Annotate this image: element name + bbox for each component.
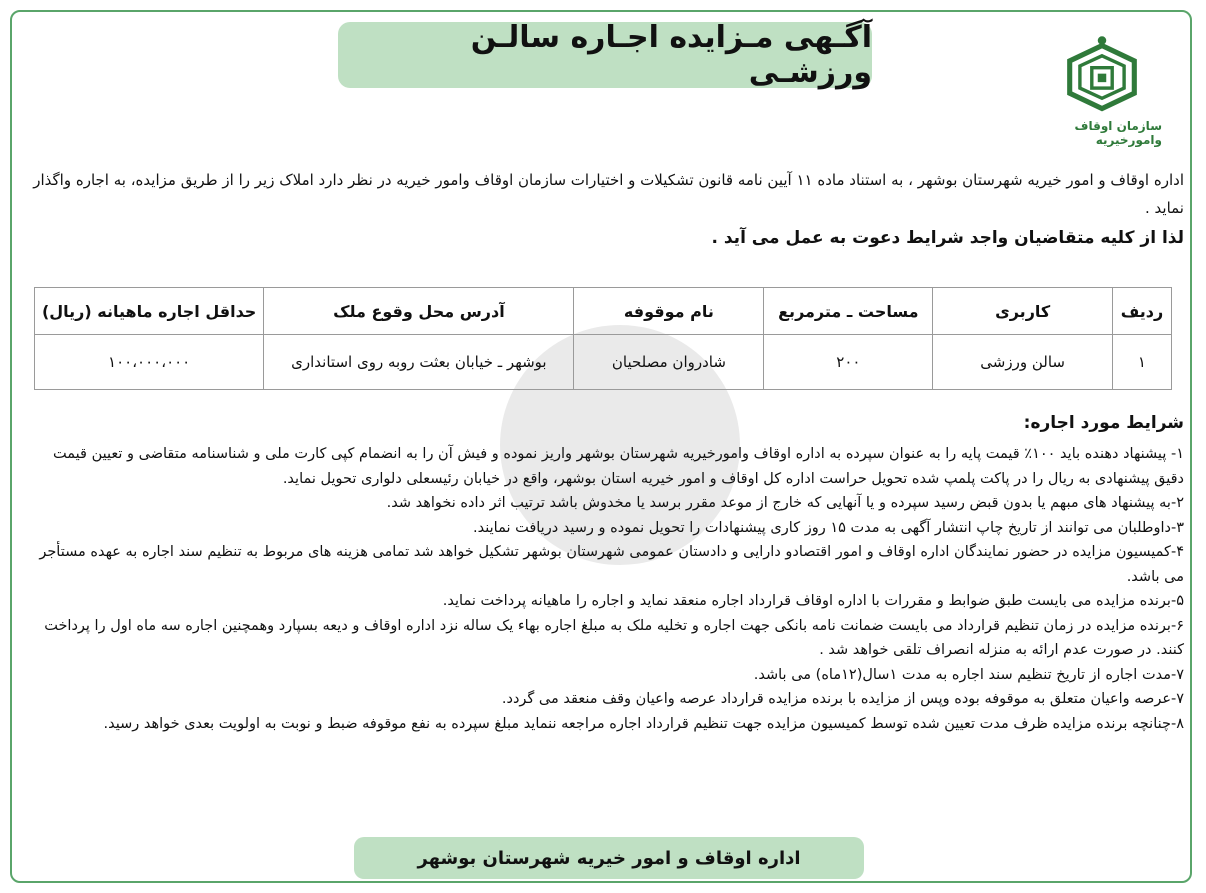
condition-item: ۵-برنده مزایده می بایست طبق ضوابط و مقررات با اداره اوقاف قرارداد اجاره منعقد نماید و اجاره را ماهیانه پرداخت نماید.: [442, 593, 1184, 609]
header-row-number: ردیف: [1112, 288, 1171, 335]
logo: [1042, 32, 1162, 147]
condition-item: ۱- پیشنهاد دهنده باید ۱۰۰٪ قیمت پایه را به عنوان سپرده به اداره اوقاف وامورخیریه شهرستان بوشهر واریز نموده و فیش آن را به انضمام کپی کارت ملی و شناسنامه متقاضی و تعیین قیمت دقیق پیشنهادی به ریال را در پاکت پلمپ شده تحویل حراست اداره کل اوقاف و امور خیریه استان بوشهر، واقع در خیابان رئیسعلی دلواری تحویل نماید.: [53, 446, 1184, 487]
footer-organization: اداره اوقاف و امور خیریه شهرستان بوشهر: [354, 837, 864, 879]
condition-item: ۷-مدت اجاره از تاریخ تنظیم سند اجاره به مدت ۱سال(۱۲ماه) می باشد.: [753, 666, 1184, 683]
table-row: [35, 335, 1172, 390]
header-area: مساحت ـ مترمربع: [764, 288, 933, 335]
notice-title: آگـهی مـزایده اجـاره سالـن ورزشـی: [338, 22, 872, 88]
property-table: [34, 287, 1172, 390]
condition-item: ۸-چنانچه برنده مزایده ظرف مدت تعیین شده توسط کمیسیون مزایده جهت تنظیم قرارداد اجاره مراجعه ننماید مبلغ سپرده به نفع موقوفه ضبط و نوبت به اولویت بعدی خواهد رسید.: [103, 715, 1184, 732]
condition-item: ۶-برنده مزایده در زمان تنظیم قرارداد می بایست ضمانت نامه بانکی جهت اجاره و تخلیه ملک به مبلغ اجاره بهاء یک ساله نزد اداره اوقاف و دیعه بسپارد وهمچنین اجاره سه ماه اول را پرداخت کنند. در صورت عدم ارائه به منزله انصراف تلقی خواهد شد .: [44, 617, 1184, 658]
condition-item: ۳-داوطلبان می توانند از تاریخ چاپ انتشار آگهی به مدت ۱۵ روز کاری پیشنهادات را تحویل نموده و رسید دریافت نمایند.: [473, 519, 1184, 536]
invitation-line: لذا از کلیه متقاضیان واجد شرایط دعوت به عمل می آید .: [711, 228, 1184, 248]
endowment-emblem-icon: [1058, 32, 1146, 117]
table-header-row: [35, 288, 1172, 335]
header-address: آدرس محل وقوع ملک: [264, 288, 574, 335]
header-min-rent: حداقل اجاره ماهیانه (ریال): [35, 288, 264, 335]
condition-item: ۴-کمیسیون مزایده در حضور نمایندگان اداره اوقاف و امور اقتصادو دارایی و دادستان عمومی شهرستان بوشهر تشکیل خواهد شد تمامی هزینه های مربوط به تنظیم سند اجاره به عهده مستأجر می باشد.: [39, 544, 1184, 585]
logo-caption: سازمان اوقاف وامورخیریه: [1074, 119, 1162, 147]
cell-usage: سالن ورزشی: [933, 335, 1112, 390]
header-usage: کاربری: [933, 288, 1112, 335]
cell-address: بوشهر ـ خیابان بعثت روبه روی استانداری: [264, 335, 574, 390]
conditions-list: [22, 442, 1184, 736]
cell-endowment-name: شادروان مصلحیان: [574, 335, 764, 390]
intro-paragraph: اداره اوقاف و امور خیریه شهرستان بوشهر ، به استناد ماده ۱۱ آیین نامه قانون تشکیلات و اختیارات سازمان اوقاف وامور خیریه در نظر دارد املاک زیر را از طریق مزایده، به اجاره واگذار نماید .: [33, 171, 1184, 217]
condition-item: ۷-عرصه واعیان متعلق به موقوفه بوده وپس از مزایده با برنده مزایده قرارداد عرصه واعیان وقف منعقد می گردد.: [501, 691, 1184, 707]
cell-area: ۲۰۰: [764, 335, 933, 390]
condition-item: ۲-به پیشنهاد های مبهم یا بدون قبض رسید سپرده و یا آنهایی که خارج از موعد مقرر برسد یا مخدوش باشد ترتیب اثر داده نخواهد شد.: [386, 495, 1184, 511]
conditions-title: شرایط مورد اجاره:: [1023, 413, 1184, 433]
cell-min-rent: ۱۰۰،۰۰۰،۰۰۰: [35, 335, 264, 390]
header-endowment-name: نام موقوفه: [574, 288, 764, 335]
cell-row-number: ۱: [1112, 335, 1171, 390]
